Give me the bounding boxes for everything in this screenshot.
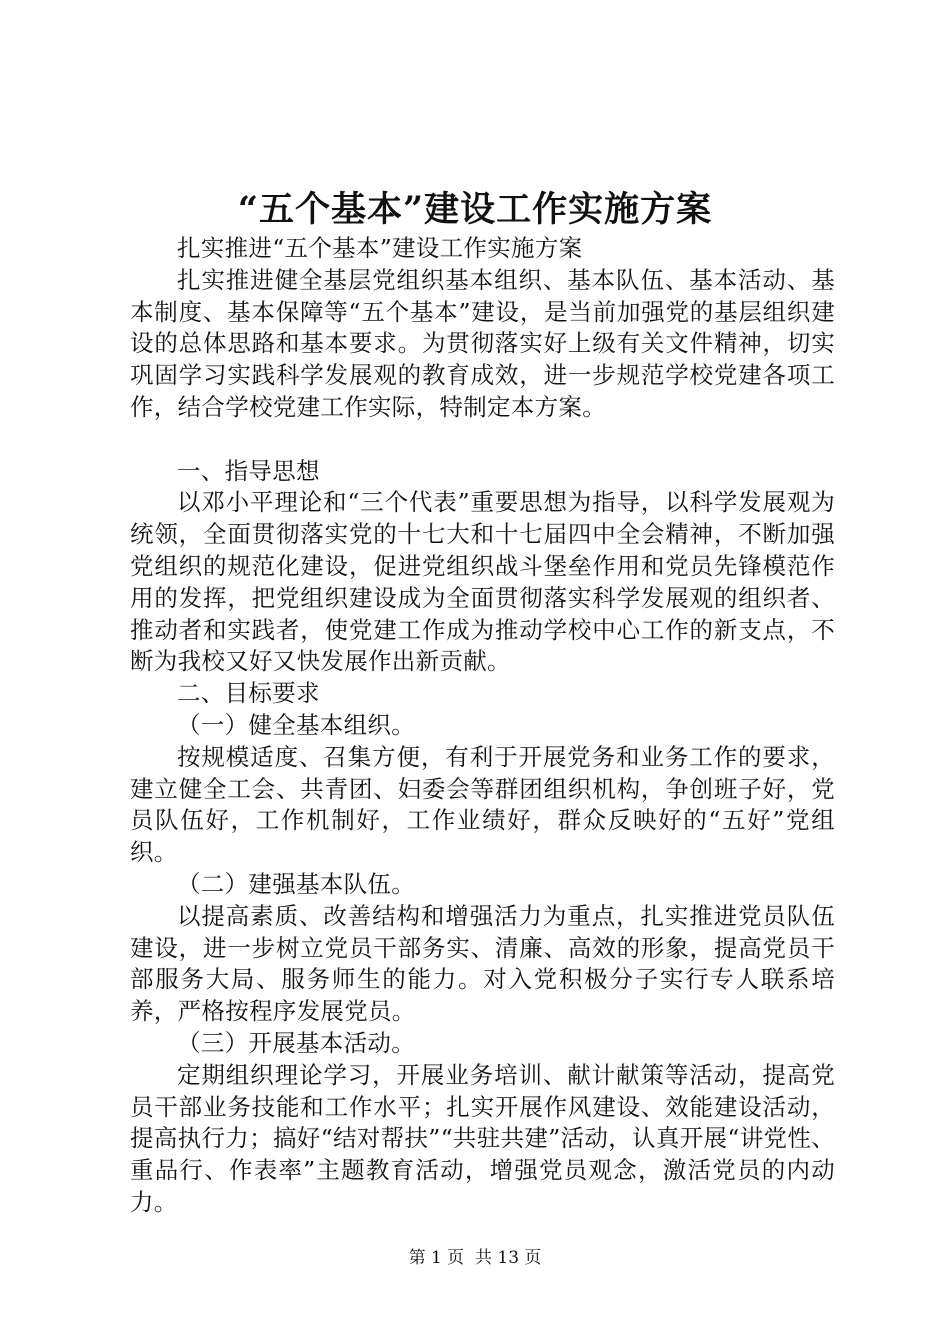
basic-activities-paragraph: 定期组织理论学习，开展业务培训、献计献策等活动，提高党员干部业务技能和工作水平；扎实开展作风建设、效能建设活动，提高执行力；搞好“结对帮扶”“共驻共建”活动，认真开展“讲党性、重品行、作表率”主题教育活动，增强党员观念，激活党员的内动力。	[130, 1060, 835, 1216]
basic-organization-paragraph: 按规模适度、召集方便，有利于开展党务和业务工作的要求，建立健全工会、共青团、妇委会等群团组织机构，争创班子好，党员队伍好，工作机制好，工作业绩好，群众反映好的“五好”党组织。	[130, 742, 835, 867]
subheading-basic-team: （二）建强基本队伍。	[177, 869, 415, 898]
intro-paragraph: 扎实推进健全基层党组织基本组织、基本队伍、基本活动、基本制度、基本保障等“五个基本”建设，是当前加强党的基层组织建设的总体思路和基本要求。为贯彻落实好上级有关文件精神，切实巩固学习实践科学发展观的教育成效，进一步规范学校党建各项工作，结合学校党建工作实际，特制定本方案。	[130, 265, 835, 421]
subheading-basic-activities: （三）开展基本活动。	[177, 1028, 415, 1057]
section-heading-goals: 二、目标要求	[177, 679, 320, 708]
document-body	[130, 233, 835, 1219]
guiding-ideology-paragraph: 以邓小平理论和“三个代表”重要思想为指导，以科学发展观为统领，全面贯彻落实党的十七大和十七届四中全会精神，不断加强党组织的规范化建设，促进党组织战斗堡垒作用和党员先锋模范作用的发挥，把党组织建设成为全面贯彻落实科学发展观的组织者、推动者和实践者，使党建工作成为推动学校中心工作的新支点，不断为我校又好又快发展作出新贡献。	[130, 488, 835, 676]
page-footer	[0, 1243, 950, 1268]
document-subtitle: 扎实推进“五个基本”建设工作实施方案	[177, 234, 583, 262]
document-title: “五个基本”建设工作实施方案	[237, 189, 713, 230]
section-heading-guiding-ideology: 一、指导思想	[177, 456, 320, 485]
page-number: 第 1 页 共 13 页	[408, 1248, 542, 1268]
basic-team-paragraph: 以提高素质、改善结构和增强活力为重点，扎实推进党员队伍建设，进一步树立党员干部务实、清廉、高效的形象，提高党员干部服务大局、服务师生的能力。对入党积极分子实行专人联系培养，严格按程序发展党员。	[130, 901, 835, 1026]
subheading-basic-organization: （一）健全基本组织。	[177, 710, 415, 739]
